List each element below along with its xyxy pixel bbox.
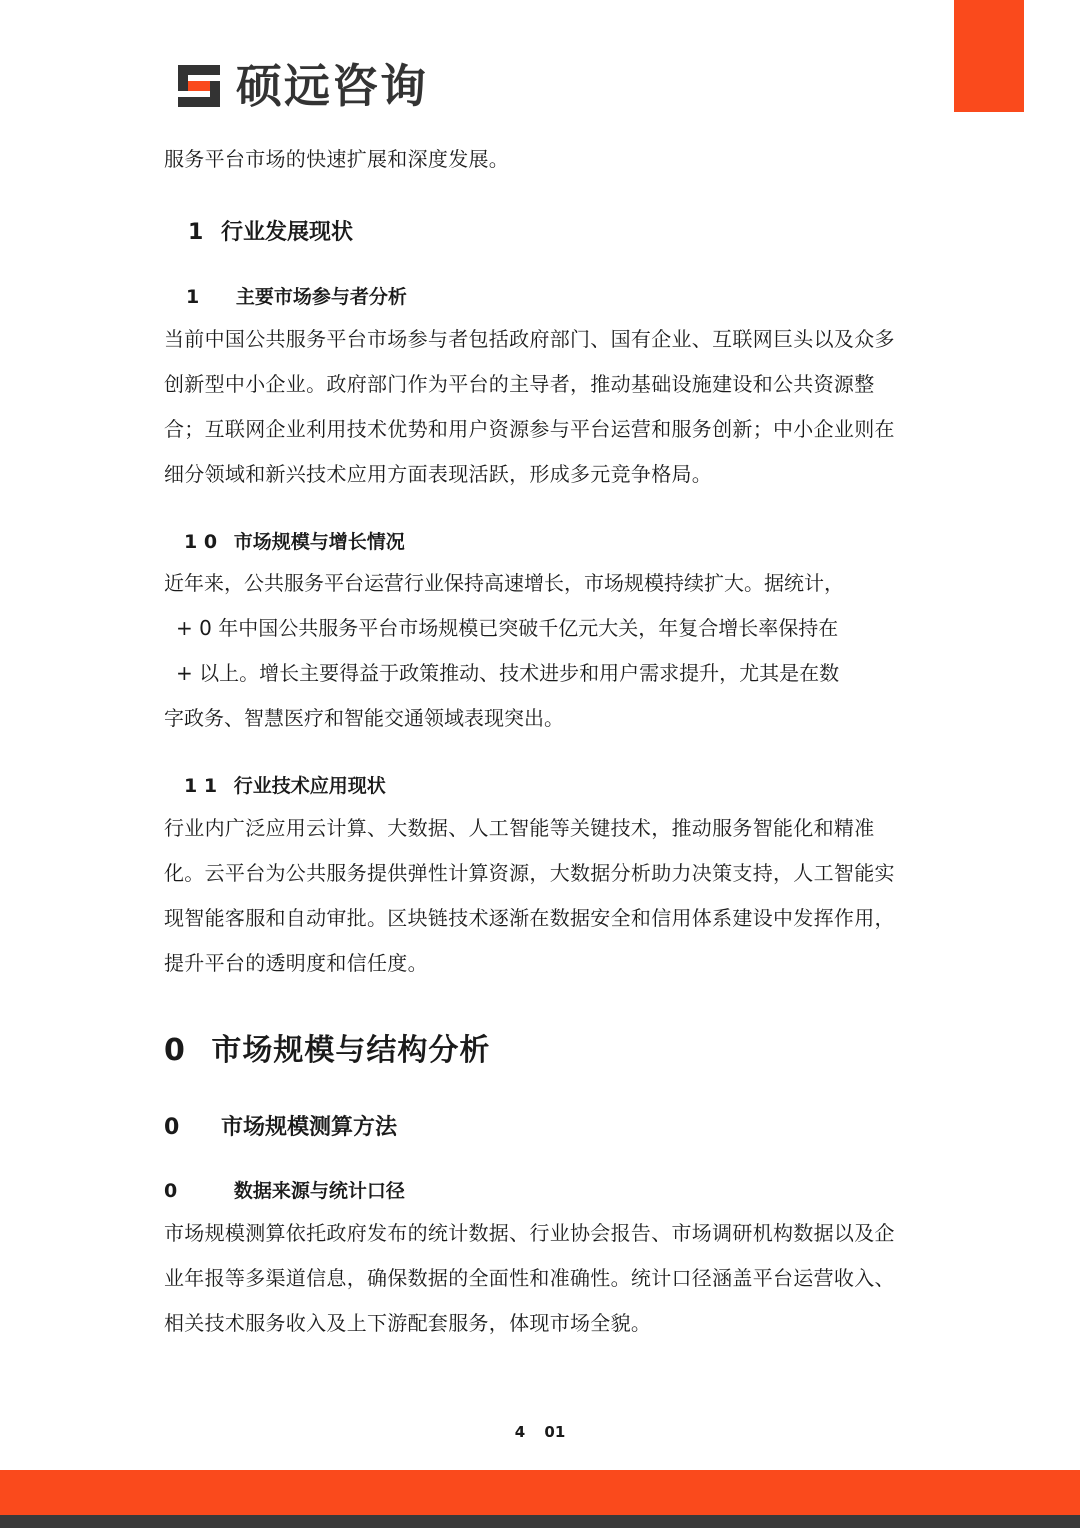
subsection-title: 市场规模与增长情况 [233,531,405,553]
section-heading-status [188,218,353,248]
paragraph-tech: 行业内广泛应用云计算、大数据、人工智能等关键技术，推动服务智能化和精准化。云平台为公共服务提供弹性计算资源，大数据分析助力决策支持，人工智能实现智能客服和自动审批。区块链技术逐渐在数据安全和信用体系建设中发挥作用，提升平台的透明度和信任度。 [164,816,895,975]
intro-tail-paragraph: 服务平台市场的快速扩展和深度发展。 [164,147,510,171]
section-number: 1 [188,220,204,245]
s-logo-icon [176,63,226,109]
subsection-heading-source [164,1177,405,1205]
subsection-title: 数据来源与统计口径 [233,1180,405,1202]
paragraph-line: 字政务、智慧医疗和智能交通领域表现突出。 [164,706,564,730]
chapter-number: 0 [164,1033,186,1068]
section-heading-method [164,1113,397,1143]
section-title: 行业发展现状 [220,220,353,245]
subsection-number: 1 0 [184,531,218,553]
paragraph-line: 近年来，公共服务平台运营行业保持高速增长，市场规模持续扩大。据统计， [164,571,844,595]
brand-logo [176,58,428,114]
subsection-heading-players [186,283,407,311]
section-number: 0 [164,1115,180,1140]
corner-accent-block [954,0,1024,112]
section-title: 市场规模测算方法 [220,1115,397,1140]
paragraph-line: + 以上。增长主要得益于政策推动、技术进步和用户需求提升，尤其是在数 [176,661,840,685]
footer-dark-strip [0,1515,1080,1528]
footer-accent-bar [0,1470,1080,1515]
chapter-title: 市场规模与结构分析 [211,1033,491,1068]
chapter-heading [164,1031,490,1071]
subsection-heading-scale [184,528,405,556]
paragraph-source: 市场规模测算依托政府发布的统计数据、行业协会报告、市场调研机构数据以及企业年报等多渠道信息，确保数据的全面性和准确性。统计口径涵盖平台运营收入、相关技术服务收入及上下游配套服务，体现市场全貌。 [164,1221,895,1335]
page-number: 4 01 [514,1423,566,1441]
paragraph-scale [164,561,906,741]
brand-name: 硕远咨询 [236,59,428,113]
subsection-title: 主要市场参与者分析 [235,286,407,308]
paragraph-line: + 0 年中国公共服务平台市场规模已突破千亿元大关，年复合增长率保持在 [176,616,839,640]
subsection-heading-tech [184,772,386,800]
subsection-number: 0 [164,1180,178,1202]
subsection-number: 1 [186,286,200,308]
subsection-number: 1 1 [184,775,218,797]
subsection-title: 行业技术应用现状 [233,775,386,797]
paragraph-players: 当前中国公共服务平台市场参与者包括政府部门、国有企业、互联网巨头以及众多创新型中小企业。政府部门作为平台的主导者，推动基础设施建设和公共资源整合；互联网企业利用技术优势和用户资源参与平台运营和服务创新；中小企业则在细分领域和新兴技术应用方面表现活跃，形成多元竞争格局。 [164,327,895,486]
